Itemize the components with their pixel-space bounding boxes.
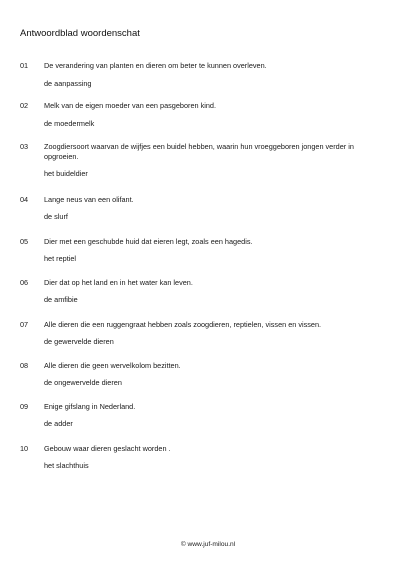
entry-number: 02 [20, 101, 29, 110]
entry-number: 10 [20, 444, 29, 453]
entry-question: Dier dat op het land en in het water kan leven. [44, 278, 193, 287]
entry-answer: het reptiel [44, 254, 77, 263]
entry-number: 04 [20, 195, 29, 204]
entry-number: 03 [20, 142, 29, 151]
entry-number: 01 [20, 61, 29, 70]
entry-question: Zoogdiersoort waarvan de wijfjes een buidel hebben, waarin hun vroeggeboren jongen verder in opgroeien. [44, 142, 354, 161]
entry-number: 08 [20, 361, 29, 370]
entry-question: Enige gifslang in Nederland. [44, 402, 136, 411]
entry-answer: het buideldier [44, 169, 88, 178]
entry-answer: de amfibie [44, 295, 78, 304]
entry-number: 05 [20, 237, 29, 246]
entry-answer: het slachthuis [44, 461, 89, 470]
entry-question: Alle dieren die een ruggengraat hebben zoals zoogdieren, reptielen, vissen en vissen. [44, 320, 322, 329]
entry-number: 06 [20, 278, 29, 287]
entry-answer: de aanpassing [44, 79, 92, 88]
entry-question: Gebouw waar dieren geslacht worden . [44, 444, 171, 453]
entry-answer: de gewervelde dieren [44, 337, 114, 346]
entry-answer: de slurf [44, 212, 68, 221]
entry-question: Dier met een geschubde huid dat eieren legt, zoals een hagedis. [44, 237, 253, 246]
entry-answer: de moedermelk [44, 119, 95, 128]
entry-question: Lange neus van een olifant. [44, 195, 134, 204]
footer-copyright: © www.juf-milou.nl [180, 541, 236, 548]
page-title: Antwoordblad woordenschat [20, 28, 140, 39]
entry-number: 07 [20, 320, 29, 329]
entry-number: 09 [20, 402, 29, 411]
entry-question: Alle dieren die geen wervelkolom bezitten. [44, 361, 181, 370]
entry-answer: de ongewervelde dieren [44, 378, 122, 387]
entry-question: Melk van de eigen moeder van een pasgeboren kind. [44, 101, 216, 110]
entry-question: De verandering van planten en dieren om beter te kunnen overleven. [44, 61, 267, 70]
entry-answer: de adder [44, 419, 73, 428]
